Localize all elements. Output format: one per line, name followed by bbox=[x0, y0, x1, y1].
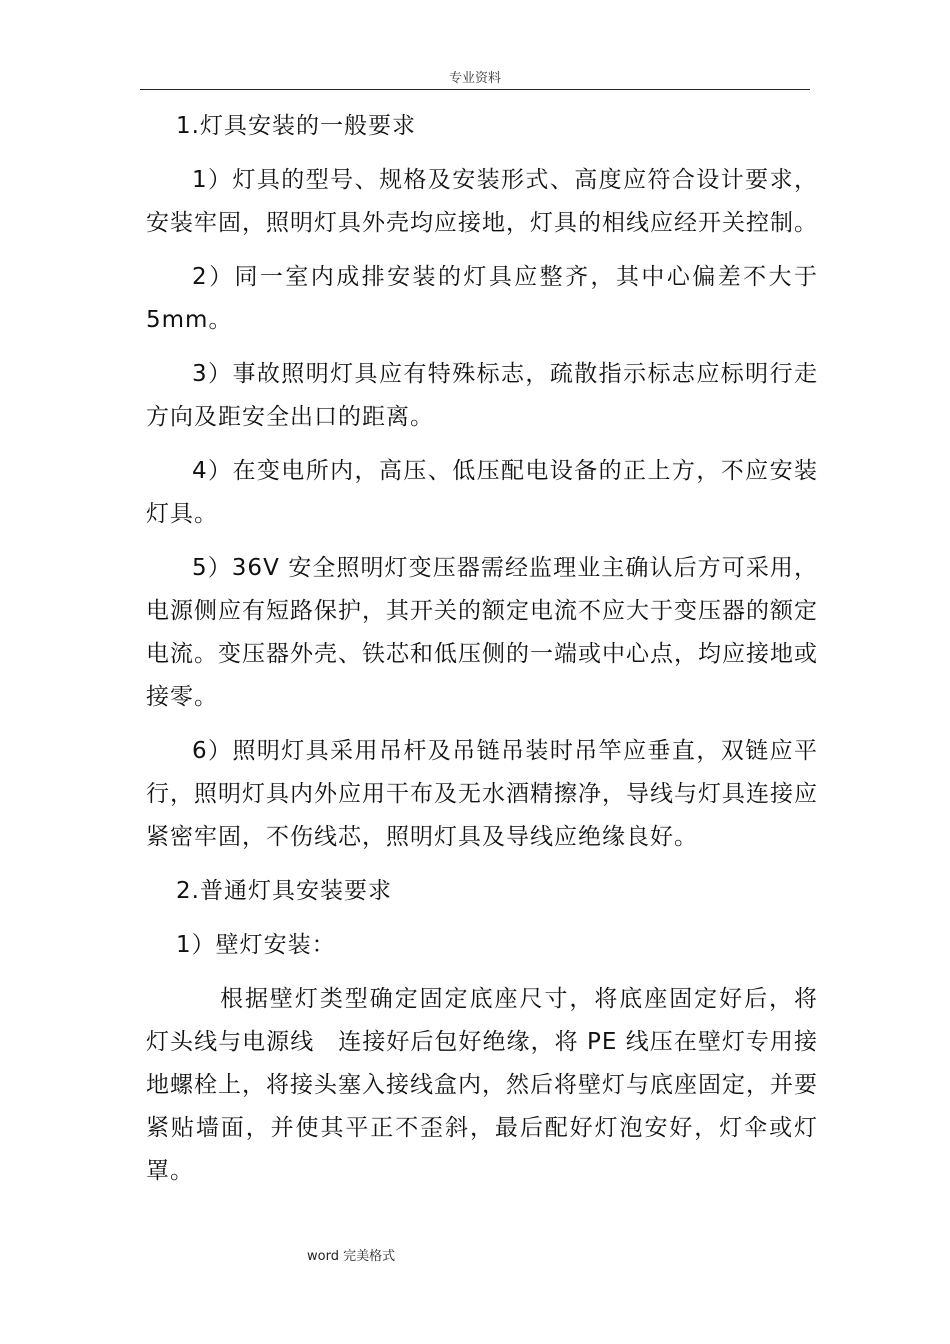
section-1-heading: 1.灯具安装的一般要求 bbox=[176, 113, 416, 139]
section-1-item-3: 3）事故照明灯具应有特殊标志，疏散指示标志应标明行走方向及距安全出口的距离。 bbox=[146, 361, 818, 430]
header-divider bbox=[140, 89, 810, 90]
section-1-item-6: 6）照明灯具采用吊杆及吊链吊装时吊竿应垂直，双链应平行，照明灯具内外应用干布及无水酒精擦净，导线与灯具连接应紧密牢固，不伤线芯，照明灯具及导线应绝缘良好。 bbox=[146, 738, 818, 850]
section-2-paragraph: 根据壁灯类型确定固定底座尺寸，将底座固定好后，将灯头线与电源线 连接好后包好绝缘，将 PE 线压在壁灯专用接地螺栓上，将接头塞入接线盒内，然后将壁灯与底座固定，并要紧贴墙面，并使其平正不歪斜，最后配好灯泡安好，灯伞或灯罩。 bbox=[146, 986, 818, 1184]
section-1-item-4: 4）在变电所内，高压、低压配电设备的正上方，不应安装灯具。 bbox=[146, 458, 818, 527]
section-2-subheading: 1）壁灯安装： bbox=[176, 932, 336, 958]
section-1-item-5: 5）36V 安全照明灯变压器需经监理业主确认后方可采用，电源侧应有短路保护，其开关的额定电流不应大于变压器的额定电流。变压器外壳、铁芯和低压侧的一端或中心点，均应接地或接零。 bbox=[146, 555, 818, 710]
page-header-title: 专业资料 bbox=[448, 71, 501, 86]
page-footer-text: word 完美格式 bbox=[307, 1249, 396, 1264]
section-1-item-1: 1）灯具的型号、规格及安装形式、高度应符合设计要求，安装牢固，照明灯具外壳均应接地，灯具的相线应经开关控制。 bbox=[146, 167, 818, 236]
section-1-item-2: 2）同一室内成排安装的灯具应整齐，其中心偏差不大于5mm。 bbox=[146, 264, 818, 333]
section-2-heading: 2.普通灯具安装要求 bbox=[176, 878, 392, 904]
document-body bbox=[146, 105, 818, 1204]
